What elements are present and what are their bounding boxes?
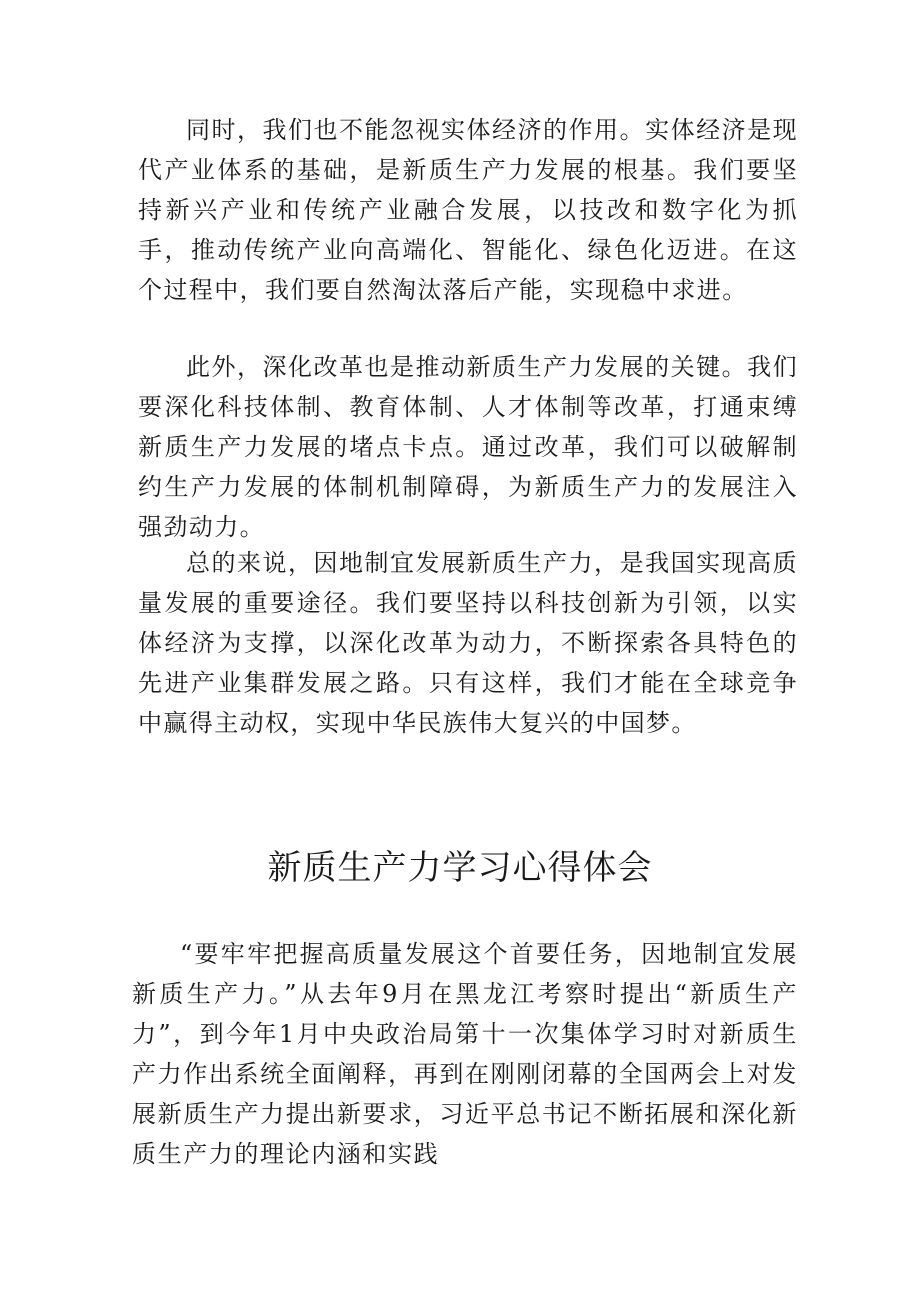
paragraph-deepen-reform: 此外，深化改革也是推动新质生产力发展的关键。我们要深化科技体制、教育体制、人才体制等改革，打通束缚新质生产力发展的堵点卡点。通过改革，我们可以破解制约生产力发展的体制机制障碍，为新质生产力的发展注入强劲动力。 <box>138 353 798 541</box>
paragraph-real-economy: 同时，我们也不能忽视实体经济的作用。实体经济是现代产业体系的基础，是新质生产力发展的根基。我们要坚持新兴产业和传统产业融合发展，以技改和数字化为抓手，推动传统产业向高端化、智能化、绿色化迈进。在这个过程中，我们要自然淘汰落后产能，实现稳中求进。 <box>138 116 798 304</box>
paragraph-section-intro: “要牢牢把握高质量发展这个首要任务，因地制宜发展新质生产力。”从去年9月在黑龙江考察时提出“新质生产力”，到今年1月中央政治局第十一次集体学习时对新质生产力作出系统全面阐释，再到在刚刚闭幕的全国两会上对发展新质生产力提出新要求，习近平总书记不断拓展和深化新质生产力的理论内涵和实践 <box>132 940 798 1168</box>
section-title: 新质生产力学习心得体会 <box>267 848 653 888</box>
paragraph-conclusion: 总的来说，因地制宜发展新质生产力，是我国实现高质量发展的重要途径。我们要坚持以科技创新为引领，以实体经济为支撑，以深化改革为动力，不断探索各具特色的先进产业集群发展之路。只有这样，我们才能在全球竞争中赢得主动权，实现中华民族伟大复兴的中国梦。 <box>138 549 798 737</box>
